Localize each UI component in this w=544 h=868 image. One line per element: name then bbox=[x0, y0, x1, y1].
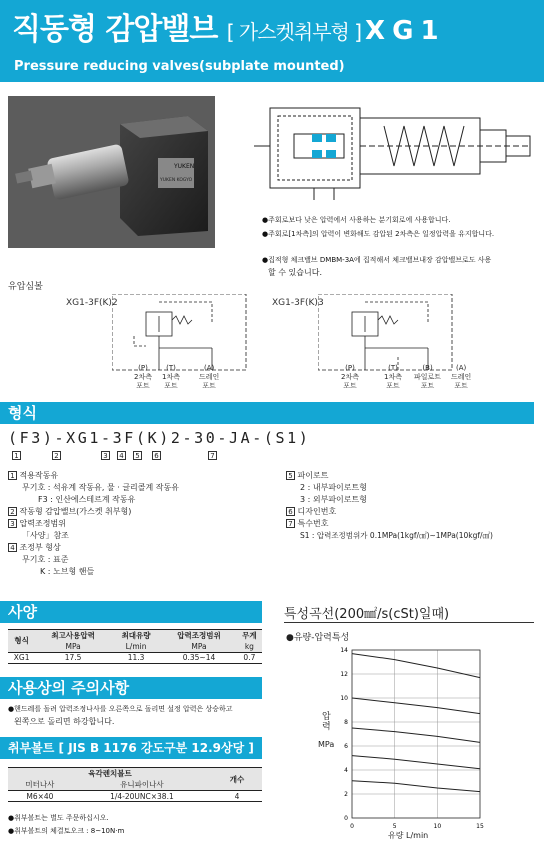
page-title: 직동형 감압밸브 [ 가스켓취부형 ] X G 1 bbox=[12, 12, 438, 47]
bolt-note-2: ●취부볼트의 체결토오크 : 8~10N·m bbox=[8, 827, 125, 835]
section-bolt: 취부볼트 [ JIS B 1176 강도구분 12.9상당 ] bbox=[0, 737, 262, 759]
circuit-heading: 유압심볼 bbox=[8, 282, 43, 292]
bolt-table: 육각렌치볼트 개수 미터나사 유니파이나사 M6×40 1/4-20UNC×38.1 4 bbox=[8, 767, 262, 802]
feature-1: ●주회로보다 낮은 압력에서 사용하는 분기회로에 사용합니다. bbox=[262, 216, 451, 224]
y-tick-label: 0 bbox=[344, 815, 348, 822]
section-spec: 사양 bbox=[0, 601, 262, 623]
series-line-5 bbox=[352, 781, 480, 792]
y-tick-label: 6 bbox=[344, 743, 348, 750]
x-tick-label: 5 bbox=[392, 823, 397, 830]
x-tick-label: 10 bbox=[433, 823, 442, 830]
port-right-p: (P) 2차측 포트 bbox=[341, 364, 359, 390]
y-tick-label: 4 bbox=[344, 767, 348, 774]
port-left-t: (T) 1차측 포트 bbox=[162, 364, 180, 390]
port-right-b: (B) 파일로트 포트 bbox=[414, 364, 442, 390]
code-number: 2 bbox=[52, 451, 61, 460]
circuit-right-model: XG1-3F(K)3 bbox=[272, 298, 324, 308]
y-axis-unit: MPa bbox=[318, 740, 335, 749]
y-tick-label: 12 bbox=[340, 671, 348, 678]
x-tick-label: 15 bbox=[476, 823, 484, 830]
feature-2: ●주회로[1차측]의 압력이 변화해도 감압된 2차측은 일정압력을 유지합니다. bbox=[262, 230, 495, 238]
port-right-t: (T) 1차측 포트 bbox=[384, 364, 402, 390]
item-special: 7 특수번호 bbox=[286, 518, 493, 530]
feature-3-cont: 할 수 있습니다. bbox=[268, 268, 322, 277]
y-tick-label: 14 bbox=[340, 647, 348, 654]
section-chart: 특성곡선(200㎟/s(cSt)일때) bbox=[284, 603, 534, 623]
code-number: 5 bbox=[133, 451, 142, 460]
product-photo bbox=[8, 96, 215, 248]
item-design: 6 디자인번호 bbox=[286, 506, 493, 518]
item-adjuster: 4 조정부 형상 bbox=[8, 542, 179, 554]
valve-sectional-drawing bbox=[234, 96, 539, 208]
code-number: 4 bbox=[117, 451, 126, 460]
item-pilot: 5 파이로트 bbox=[286, 470, 493, 482]
circuit-symbol-left bbox=[112, 294, 247, 372]
model-items-right: 5 파이로트 2 : 내부파이로트형 3 : 외부파이로트형 6 디자인번호 7 특수번호 S1 : 압력조정범위가 0.1MPa(1kgf/㎠)~1MPa(10kgf/㎠) bbox=[286, 470, 493, 542]
y-axis-label: 압력 bbox=[322, 712, 331, 732]
section-caution: 사용상의 주의사항 bbox=[0, 677, 262, 699]
caution-line-1: ●핸드레를 돌려 압력조정나사를 오른쪽으로 돌리면 설정 압력은 상승하고 bbox=[8, 705, 233, 713]
item-fluid: 1 적용작동유 bbox=[8, 470, 179, 482]
code-number: 7 bbox=[208, 451, 217, 460]
circuit-left-model: XG1-3F(K)2 bbox=[66, 298, 118, 308]
section-model-code: 형식 bbox=[0, 402, 534, 424]
title-variant: [ 가스켓취부형 ] bbox=[226, 20, 362, 44]
bolt-note-1: ●취부볼트는 별도 주문하십시오. bbox=[8, 814, 109, 822]
table-row: XG1 17.5 11.3 0.35~14 0.7 bbox=[8, 652, 262, 663]
code-number: 1 bbox=[12, 451, 21, 460]
y-tick-label: 8 bbox=[344, 719, 348, 726]
valve-illustration bbox=[8, 96, 215, 248]
series-line-2 bbox=[352, 698, 480, 714]
port-right-a: (A) 드레인 포트 bbox=[451, 364, 472, 390]
series-line-4 bbox=[352, 756, 480, 769]
feature-3: ●집적형 체크밸브 DMBM-3A에 집적해서 체크밸브내장 감압밸브로도 사용 bbox=[262, 256, 492, 264]
port-left-a: (A) 드레인 포트 bbox=[199, 364, 220, 390]
page-subtitle: Pressure reducing valves(subplate mounted) bbox=[14, 59, 345, 74]
circuit-symbol-right bbox=[318, 294, 453, 372]
brand-plate-sub: YUKEN KOGYO bbox=[160, 178, 193, 183]
code-number: 6 bbox=[152, 451, 161, 460]
brand-plate: YUKEN bbox=[174, 163, 195, 170]
series-line-3 bbox=[352, 728, 480, 742]
model-items-left: 1 적용작동유 무기호 : 석유계 작동유, 물 · 글리콜계 작동유 F3 : 인산에스테르계 작동유 2 작동형 감압밸브(가스켓 취부형) 3 압력조정범위 「사양」참조 4 조정부 형상 무기호 : 표준 K : 노브형 핸들 bbox=[8, 470, 179, 578]
item-type: 2 작동형 감압밸브(가스켓 취부형) bbox=[8, 506, 179, 518]
item-pressure-range: 3 압력조정범위 bbox=[8, 518, 179, 530]
spec-table: 형식 최고사용압력 최대유량 압력조정범위 무게 MPa L/min MPa kg XG1 17.5 11.3 0.35~14 0.7 bbox=[8, 629, 262, 664]
y-tick-label: 10 bbox=[340, 695, 348, 702]
port-left-p: (P) 2차측 포트 bbox=[134, 364, 152, 390]
x-axis-label: 유량 L/min bbox=[388, 831, 429, 840]
model-code: (F3)-XG1-3F(K)2-30-JA-(S1) bbox=[8, 429, 311, 447]
chart-subheading: ●유량-압력특성 bbox=[286, 633, 350, 643]
table-row: M6×40 1/4-20UNC×38.1 4 bbox=[8, 791, 262, 802]
caution-line-2: 왼쪽으로 돌리면 하강합니다. bbox=[14, 717, 115, 726]
code-number: 3 bbox=[101, 451, 110, 460]
title-model: X G 1 bbox=[365, 16, 438, 46]
x-tick-label: 0 bbox=[350, 823, 354, 830]
y-tick-label: 2 bbox=[344, 791, 348, 798]
